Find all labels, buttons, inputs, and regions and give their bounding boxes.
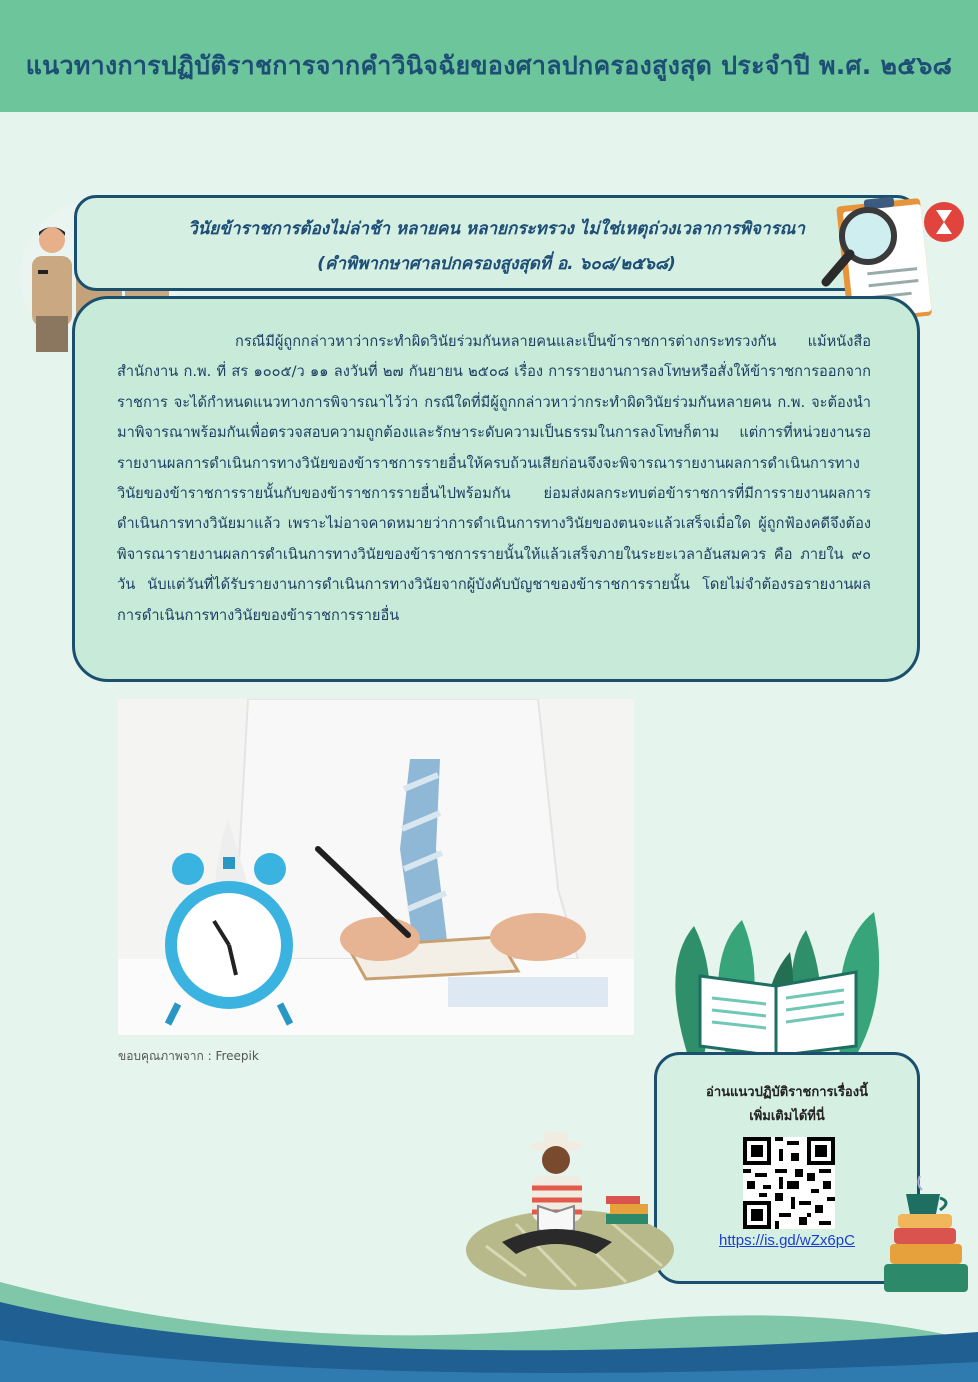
summary-title: วินัยข้าราชการต้องไม่ล่าช้า หลายคน หลายกระทรวง ไม่ใช่เหตุถ่วงเวลาการพิจารณา	[188, 219, 805, 239]
summary-title-box	[74, 195, 919, 291]
open-book-plants-illustration	[660, 906, 892, 1056]
office-photo	[118, 699, 634, 1035]
case-reference: (คำพิพากษาศาลปกครองสูงสุดที่ อ. ๖๐๘/๒๕๖๘)	[317, 254, 676, 274]
page-header	[0, 0, 978, 112]
more-info-line1: อ่านแนวปฏิบัติราชการเรื่องนี้	[706, 1085, 868, 1100]
qr-code[interactable]	[743, 1137, 835, 1229]
photo-credit: ขอบคุณภาพจาก : Freepik	[118, 1049, 259, 1063]
page-title: แนวทางการปฏิบัติราชการจากคำวินิจฉัยของศาลปกครองสูงสุด ประจำปี พ.ศ. ๒๕๖๘	[25, 51, 953, 80]
summary-body-text: กรณีมีผู้ถูกกล่าวหาว่ากระทำผิดวินัยร่วมกันหลายคนและเป็นข้าราชการต่างกระทรวงกัน แม้หนังสือสำนักงาน ก.พ. ที่ สร ๑๐๐๕/ว ๑๑ ลงวันที่ ๒๗ กันยายน ๒๕๐๘ เรื่อง การรายงานการลงโทษหรือสั่งให้ข้าราชการออกจากราชการ จะได้กำหนดแนวทางการพิจารณาไว้ว่า กรณีใดที่มีผู้ถูกกล่าวหาว่ากระทำผิดวินัยร่วมกันหลายคน ก.พ. จะต้องนำมาพิจารณาพร้อมกันเพื่อตรวจสอบความถูกต้องและรักษาระดับความเป็นธรรมในการลงโทษก็ตาม แต่การที่หน่วยงานรอรายงานผลการดำเนินการทางวินัยของข้าราชการรายอื่นให้ครบถ้วนเสียก่อนจึงจะพิจารณารายงานผลการดำเนินการทางวินัยของข้าราชการรายนั้นกับของข้าราชการรายอื่นไปพร้อมกัน ย่อมส่งผลกระทบต่อข้าราชการที่มีการรายงานผลการดำเนินการทางวินัยมาแล้ว เพราะไม่อาจคาดหมายว่าการดำเนินการทางวินัยของตนจะแล้วเสร็จเมื่อใด ผู้ถูกฟ้องคดีจึงต้องพิจารณารายงานผลการดำเนินการทางวินัยของข้าราชการรายนั้นให้แล้วเสร็จภายในระยะเวลาอันสมควร คือ ภายใน ๙๐ วัน นับแต่วันที่ได้รับรายงานการดำเนินการทางวินัยจากผู้บังคับบัญชาของข้าราชการรายนั้น โดยไม่จำต้องรอรายงานผลการดำเนินการทางวินัยของข้าราชการรายอื่น	[117, 333, 871, 624]
footer-wave	[0, 1262, 978, 1382]
hourglass-icon	[924, 202, 964, 242]
summary-body-box	[72, 296, 920, 682]
more-info-line2: เพิ่มเติมได้ที่นี่	[749, 1109, 825, 1124]
more-info-link[interactable]: https://is.gd/wZx6pC	[719, 1232, 855, 1249]
